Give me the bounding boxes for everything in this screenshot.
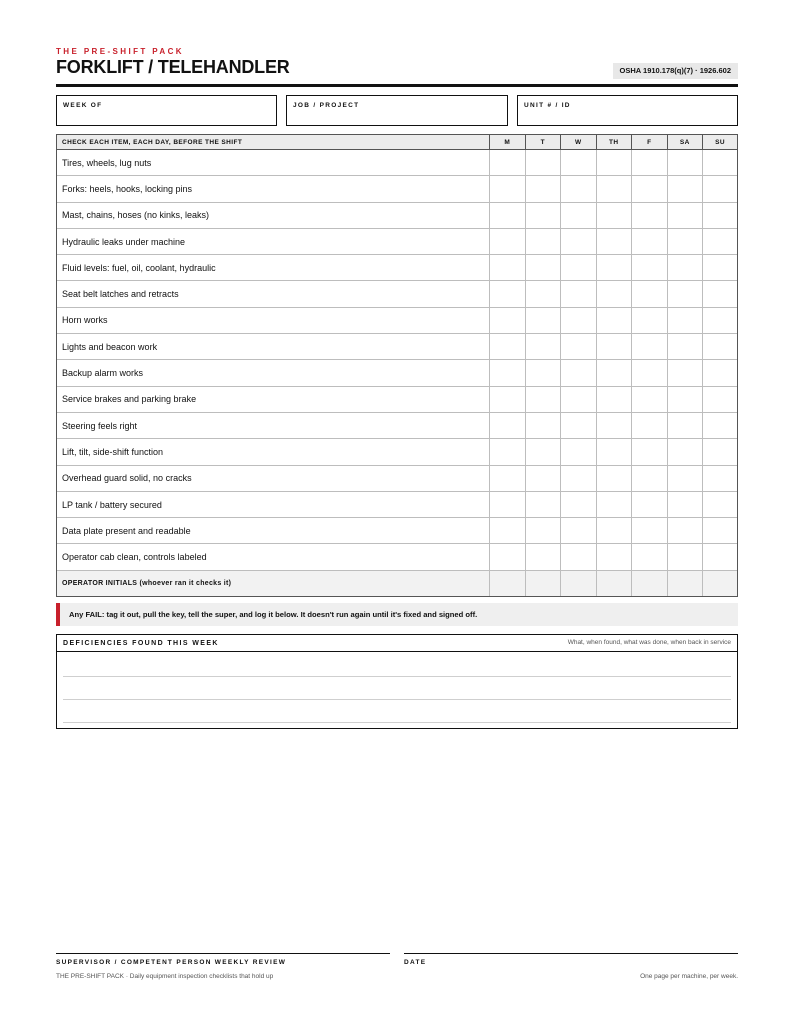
header-divider [56,84,738,87]
check-cell-sun[interactable] [703,439,738,465]
checklist-item: Lights and beacon work [57,334,490,360]
check-cell-wed[interactable] [561,412,597,438]
check-cell-sat[interactable] [667,465,703,491]
supervisor-review-label: SUPERVISOR / COMPETENT PERSON WEEKLY REVIEW [56,959,287,966]
checklist-row [57,518,738,544]
supervisor-signature-line[interactable] [56,953,390,954]
checklist-page [56,0,738,1028]
check-cell-wed[interactable] [561,465,597,491]
footer-note-left: THE PRE-SHIFT PACK · Daily equipment inspection checklists that hold up [56,973,274,980]
check-cell-fri[interactable] [632,150,668,176]
checklist-item: Seat belt latches and retracts [57,281,490,307]
check-cell-tue[interactable] [525,281,561,307]
check-cell-tue[interactable] [525,518,561,544]
check-cell-sun[interactable] [703,386,738,412]
date-signature-line[interactable] [404,953,738,954]
checklist-row [57,491,738,517]
check-cell-sat[interactable] [667,518,703,544]
check-cell-mon[interactable] [490,412,526,438]
unit-id-label: UNIT # / ID [524,102,571,109]
week-of-label: WEEK OF [63,102,103,109]
checklist-item: LP tank / battery secured [57,491,490,517]
check-cell-wed[interactable] [561,544,597,570]
check-cell-fri[interactable] [632,228,668,254]
check-cell-tue[interactable] [525,334,561,360]
deficiencies-header [57,635,737,652]
check-cell-fri[interactable] [632,334,668,360]
page-title: FORKLIFT / TELEHANDLER [56,57,290,77]
checklist-row [57,281,738,307]
day-header-fri: F [632,135,668,150]
regulation-badge: OSHA 1910.178(q)(7) · 1926.602 [613,63,738,79]
check-cell-sun[interactable] [703,307,738,333]
checklist-item: Service brakes and parking brake [57,386,490,412]
check-cell-tue[interactable] [525,150,561,176]
check-cell-fri[interactable] [632,544,668,570]
check-cell-fri[interactable] [632,439,668,465]
checklist-row [57,465,738,491]
check-cell-sun[interactable] [703,334,738,360]
check-cell-thu[interactable] [596,360,632,386]
check-cell-thu[interactable] [596,255,632,281]
check-cell-mon[interactable] [490,228,526,254]
check-cell-wed[interactable] [561,281,597,307]
initials-cell-wed[interactable] [561,570,597,596]
writing-line [63,699,731,700]
check-cell-wed[interactable] [561,518,597,544]
operator-initials-row [57,570,738,596]
initials-cell-sun[interactable] [703,570,738,596]
check-cell-sun[interactable] [703,465,738,491]
check-cell-fri[interactable] [632,255,668,281]
check-cell-thu[interactable] [596,412,632,438]
check-cell-wed[interactable] [561,176,597,202]
check-cell-mon[interactable] [490,360,526,386]
job-project-field[interactable] [286,95,508,126]
checklist-row [57,255,738,281]
checklist-item: Forks: heels, hooks, locking pins [57,176,490,202]
day-header-thu: TH [596,135,632,150]
inspection-checklist-table [56,134,738,597]
week-of-field[interactable] [56,95,277,126]
check-cell-sat[interactable] [667,202,703,228]
initials-cell-fri[interactable] [632,570,668,596]
checklist-row [57,386,738,412]
day-header-tue: T [525,135,561,150]
checklist-row [57,544,738,570]
checklist-row [57,360,738,386]
checklist-row [57,307,738,333]
initials-cell-tue[interactable] [525,570,561,596]
day-header-sat: SA [667,135,703,150]
writing-line [63,722,731,723]
unit-id-field[interactable] [517,95,738,126]
check-cell-fri[interactable] [632,307,668,333]
initials-cell-thu[interactable] [596,570,632,596]
check-cell-thu[interactable] [596,176,632,202]
check-cell-sat[interactable] [667,150,703,176]
check-cell-wed[interactable] [561,334,597,360]
checklist-item: Horn works [57,307,490,333]
checklist-row [57,439,738,465]
check-cell-sat[interactable] [667,360,703,386]
check-cell-wed[interactable] [561,307,597,333]
check-cell-sat[interactable] [667,228,703,254]
check-cell-sat[interactable] [667,307,703,333]
day-header-mon: M [490,135,526,150]
check-cell-fri[interactable] [632,412,668,438]
check-cell-wed[interactable] [561,150,597,176]
table-header-row [57,135,738,150]
check-cell-tue[interactable] [525,439,561,465]
check-cell-thu[interactable] [596,281,632,307]
check-cell-sat[interactable] [667,255,703,281]
day-header-sun: SU [703,135,738,150]
check-cell-fri[interactable] [632,491,668,517]
check-cell-tue[interactable] [525,360,561,386]
check-cell-wed[interactable] [561,202,597,228]
check-cell-mon[interactable] [490,150,526,176]
check-cell-thu[interactable] [596,439,632,465]
date-label: DATE [404,959,427,966]
check-cell-mon[interactable] [490,518,526,544]
check-cell-sun[interactable] [703,491,738,517]
deficiencies-hint: What, when found, what was done, when back in service [567,639,731,646]
check-cell-tue[interactable] [525,307,561,333]
check-cell-thu[interactable] [596,491,632,517]
checklist-item: Fluid levels: fuel, oil, coolant, hydraulic [57,255,490,281]
check-cell-tue[interactable] [525,491,561,517]
checklist-row [57,176,738,202]
check-cell-sat[interactable] [667,176,703,202]
check-cell-sun[interactable] [703,228,738,254]
check-cell-sun[interactable] [703,518,738,544]
check-cell-sun[interactable] [703,360,738,386]
check-cell-sat[interactable] [667,439,703,465]
checklist-row [57,412,738,438]
check-cell-wed[interactable] [561,360,597,386]
check-cell-thu[interactable] [596,544,632,570]
checklist-item: Lift, tilt, side-shift function [57,439,490,465]
check-cell-thu[interactable] [596,307,632,333]
check-cell-mon[interactable] [490,202,526,228]
check-cell-sat[interactable] [667,412,703,438]
check-cell-sat[interactable] [667,491,703,517]
deficiencies-title: DEFICIENCIES FOUND THIS WEEK [63,640,219,647]
checklist-row [57,228,738,254]
check-cell-wed[interactable] [561,439,597,465]
check-cell-fri[interactable] [632,465,668,491]
check-cell-mon[interactable] [490,255,526,281]
checklist-item: Data plate present and readable [57,518,490,544]
check-cell-sun[interactable] [703,176,738,202]
checklist-item: Operator cab clean, controls labeled [57,544,490,570]
checklist-header: CHECK EACH ITEM, EACH DAY, BEFORE THE SHIFT [57,135,490,150]
check-cell-fri[interactable] [632,281,668,307]
check-cell-sun[interactable] [703,544,738,570]
checklist-row [57,202,738,228]
check-cell-tue[interactable] [525,202,561,228]
check-cell-thu[interactable] [596,465,632,491]
check-cell-mon[interactable] [490,544,526,570]
check-cell-tue[interactable] [525,386,561,412]
initials-cell-mon[interactable] [490,570,526,596]
check-cell-sun[interactable] [703,281,738,307]
checklist-item: Hydraulic leaks under machine [57,228,490,254]
check-cell-mon[interactable] [490,334,526,360]
check-cell-fri[interactable] [632,518,668,544]
check-cell-sun[interactable] [703,255,738,281]
check-cell-mon[interactable] [490,491,526,517]
check-cell-tue[interactable] [525,544,561,570]
deficiencies-box[interactable] [56,634,738,729]
check-cell-tue[interactable] [525,228,561,254]
checklist-item: Mast, chains, hoses (no kinks, leaks) [57,202,490,228]
fail-procedure-alert: Any FAIL: tag it out, pull the key, tell the super, and log it below. It doesn't run again until it's fixed and signed off. [56,603,738,626]
check-cell-thu[interactable] [596,518,632,544]
check-cell-sun[interactable] [703,202,738,228]
check-cell-fri[interactable] [632,176,668,202]
check-cell-fri[interactable] [632,202,668,228]
check-cell-thu[interactable] [596,386,632,412]
check-cell-tue[interactable] [525,412,561,438]
check-cell-tue[interactable] [525,255,561,281]
check-cell-mon[interactable] [490,386,526,412]
check-cell-sat[interactable] [667,544,703,570]
job-project-label: JOB / PROJECT [293,102,360,109]
check-cell-thu[interactable] [596,334,632,360]
operator-initials-label: OPERATOR INITIALS (whoever ran it checks it) [57,570,490,596]
check-cell-sun[interactable] [703,150,738,176]
check-cell-mon[interactable] [490,439,526,465]
checklist-row [57,334,738,360]
footer-note-right: One page per machine, per week. [640,973,738,980]
check-cell-mon[interactable] [490,281,526,307]
check-cell-sat[interactable] [667,281,703,307]
checklist-row [57,150,738,176]
check-cell-tue[interactable] [525,176,561,202]
check-cell-mon[interactable] [490,176,526,202]
check-cell-mon[interactable] [490,307,526,333]
check-cell-mon[interactable] [490,465,526,491]
check-cell-wed[interactable] [561,491,597,517]
writing-line [63,676,731,677]
day-header-wed: W [561,135,597,150]
check-cell-fri[interactable] [632,360,668,386]
check-cell-fri[interactable] [632,386,668,412]
check-cell-wed[interactable] [561,255,597,281]
check-cell-tue[interactable] [525,465,561,491]
checklist-item: Steering feels right [57,412,490,438]
check-cell-sat[interactable] [667,386,703,412]
series-eyebrow: THE PRE-SHIFT PACK [56,47,184,56]
checklist-item: Overhead guard solid, no cracks [57,465,490,491]
check-cell-thu[interactable] [596,202,632,228]
checklist-item: Backup alarm works [57,360,490,386]
check-cell-thu[interactable] [596,150,632,176]
checklist-item: Tires, wheels, lug nuts [57,150,490,176]
check-cell-wed[interactable] [561,386,597,412]
check-cell-sat[interactable] [667,334,703,360]
check-cell-thu[interactable] [596,228,632,254]
check-cell-wed[interactable] [561,228,597,254]
check-cell-sun[interactable] [703,412,738,438]
initials-cell-sat[interactable] [667,570,703,596]
